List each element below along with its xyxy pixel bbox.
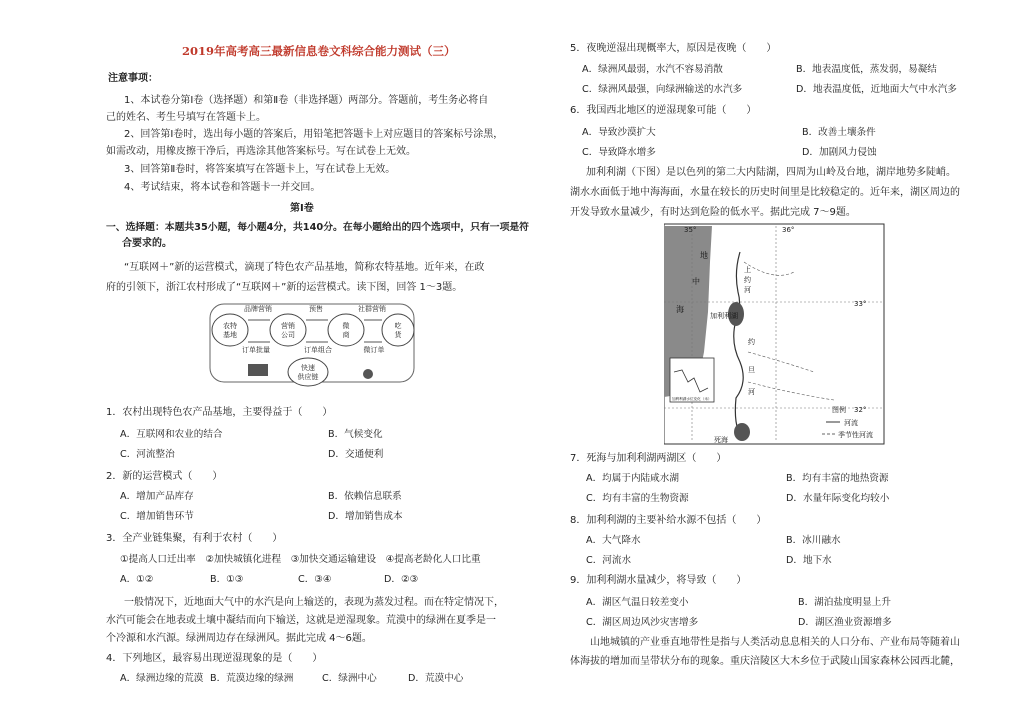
node-marketing-company xyxy=(270,314,306,346)
option: B．冰川融水 xyxy=(786,535,841,546)
option: C．增加销售环节 xyxy=(120,511,194,522)
node-supply-chain xyxy=(288,358,328,386)
option: B．荒漠边缘的绿洲 xyxy=(210,673,294,684)
note-line: 4、考试结束，将本试卷和答题卡一并交回。 xyxy=(124,182,321,193)
question-stem: 4．下列地区，最容易出现逆湿现象的是（ ） xyxy=(106,653,323,664)
option: B．依赖信息联系 xyxy=(328,491,402,502)
question-stem: 2．新的运营模式（ ） xyxy=(106,471,223,482)
option: C．导致降水增多 xyxy=(582,147,656,158)
river-label: 上 xyxy=(744,266,751,274)
option: A．增加产品库存 xyxy=(120,491,194,502)
page-title: 2019年高考高三最新信息卷文科综合能力测试（三） xyxy=(182,44,456,58)
option: C．河流水 xyxy=(586,555,632,566)
node-farm-base xyxy=(212,314,248,346)
node-label: 货 xyxy=(394,331,402,339)
supply-chain-diagram xyxy=(208,300,418,400)
option: D．地表温度低，近地面大气中水汽多 xyxy=(796,84,957,95)
galilee-map xyxy=(664,222,886,448)
inset-chart xyxy=(670,358,714,402)
scooter-icon xyxy=(363,369,373,379)
node-label: 农特 xyxy=(223,322,237,330)
lat-label: 32° xyxy=(854,406,867,414)
option: D．荒漠中心 xyxy=(408,673,464,684)
section-heading: 第Ⅰ卷 xyxy=(290,203,314,214)
arrow-label: 预售 xyxy=(309,305,323,313)
option: C．绿洲中心 xyxy=(322,673,377,684)
node-label: 吃 xyxy=(394,322,402,330)
instruction-line: 合要求的。 xyxy=(122,238,172,249)
notes-heading: 注意事项： xyxy=(108,73,158,84)
option: D．湖区渔业资源增多 xyxy=(798,617,892,628)
river-label: 约 xyxy=(744,276,751,284)
option: D．地下水 xyxy=(786,555,832,566)
option: B．①③ xyxy=(210,574,244,585)
note-line: 己的姓名、考生号填写在答题卡上。 xyxy=(106,112,266,123)
option: B．气候变化 xyxy=(328,429,383,440)
question-stem: 3．全产业链集聚，有利于农村（ ） xyxy=(106,533,283,544)
passage-line: 湖水水面低于地中海海面，水量在较长的历史时间里是比较稳定的。近年来，湖区周边的 xyxy=(570,187,960,198)
question-stem: 5．夜晚逆湿出现概率大，原因是夜晚（ ） xyxy=(570,43,777,54)
node-label: 营销 xyxy=(281,322,295,330)
option: A．绿洲风最弱，水汽不容易消散 xyxy=(582,64,723,75)
passage-line: “互联网＋”新的运营模式，滴现了特色农产品基地，简称农特基地。近年来，在政 xyxy=(124,262,485,273)
sea-label: 海 xyxy=(676,305,684,314)
option: B．改善土壤条件 xyxy=(802,127,876,138)
note-line: 如需改动，用橡皮擦干净后，再选涂其他答案标号。写在试卷上无效。 xyxy=(106,146,416,157)
option: C．绿洲风最强，向绿洲输送的水汽多 xyxy=(582,84,743,95)
lon-label: 36° xyxy=(782,226,795,234)
legend-title: 图例 xyxy=(832,406,846,414)
legend-item: 季节性河流 xyxy=(838,431,873,439)
passage-line: 开发导致水量减少，有时达到危险的低水平。据此完成 7～9题。 xyxy=(570,207,856,218)
node-label: 商 xyxy=(342,331,350,339)
arrow-label: 订单组合 xyxy=(304,346,332,354)
option: C．均有丰富的生物资源 xyxy=(586,493,689,504)
arrow-label: 品牌营销 xyxy=(244,305,272,313)
option: B．均有丰富的地热资源 xyxy=(786,473,889,484)
lat-label: 33° xyxy=(854,300,867,308)
passage-line: 一般情况下，近地面大气中的水汽是向上输送的，表现为蒸发过程。而在特定情况下， xyxy=(124,597,504,608)
lake-label: 加利利湖 xyxy=(710,312,738,320)
node-wechat-merchant xyxy=(328,314,364,346)
passage-line: 个冷源和水汽源。绿洲周边存在绿洲风。据此完成 4～6题。 xyxy=(106,633,372,644)
arrow-label: 订单批量 xyxy=(242,346,270,354)
truck-icon xyxy=(248,364,268,376)
passage-line: 体海拔的增加而呈带状分布的现象。重庆涪陵区大木乡位于武陵山国家森林公园西北麓， xyxy=(570,656,960,667)
river-label: 河 xyxy=(748,388,755,396)
passage-line: 加利利湖（下图）是以色列的第二大内陆湖，四周为山岭及台地，湖岸地势多陡峭。 xyxy=(586,167,956,178)
node-label: 快速 xyxy=(301,364,315,372)
option: A．①② xyxy=(120,574,154,585)
node-foodie xyxy=(382,314,414,346)
option: B．湖泊盐度明显上升 xyxy=(798,597,891,608)
river-label: 旦 xyxy=(748,366,755,374)
arrow-label: 社群营销 xyxy=(358,305,386,313)
passage-line: 山地城镇的产业垂直地带性是指与人类活动息息相关的人口分布、产业布局等随着山 xyxy=(590,637,960,648)
inset-label: 加利利湖水位变化（米） xyxy=(672,397,712,401)
node-label: 微 xyxy=(342,322,350,330)
sub-items: ①提高人口迁出率 ②加快城镇化进程 ③加快交通运输建设 ④提高老龄化人口比重 xyxy=(120,554,481,565)
note-line: 2、回答第Ⅰ卷时，选出每小题的答案后，用铅笔把答题卡上对应题目的答案标号涂黑， xyxy=(124,129,504,140)
option: A．湖区气温日较差变小 xyxy=(586,597,689,608)
option: A．大气降水 xyxy=(586,535,641,546)
dead-sea-label: 死海 xyxy=(714,436,728,444)
option: D．交通便利 xyxy=(328,449,384,460)
node-label: 供应链 xyxy=(297,373,319,381)
question-stem: 7．死海与加利利湖两湖区（ ） xyxy=(570,453,727,464)
note-line: 3、回答第Ⅱ卷时，将答案填写在答题卡上，写在试卷上无效。 xyxy=(124,164,396,175)
option: D．水量年际变化均较小 xyxy=(786,493,890,504)
option: D．加剧风力侵蚀 xyxy=(802,147,877,158)
instruction-line: 一、选择题：本题共35小题，每小题4分，共140分。在每小题给出的四个选项中，只有一项是符 xyxy=(106,222,529,233)
option: D．②③ xyxy=(384,574,419,585)
option: D．增加销售成本 xyxy=(328,511,403,522)
left-column xyxy=(100,0,529,724)
option: B．地表温度低，蒸发弱，易凝结 xyxy=(796,64,937,75)
sea-label: 地 xyxy=(700,251,708,260)
river-label: 河 xyxy=(744,286,751,294)
question-stem: 9．加利利湖水量减少，将导致（ ） xyxy=(570,575,747,586)
passage-line: 府的引领下，浙江农村形成了“互联网＋”新的运营模式。读下图，回答 1～3题。 xyxy=(106,282,463,293)
passage-line: 水汽可能会在地表或土壤中凝结而向下输送，这就是逆湿现象。荒漠中的绿洲在夏季是一 xyxy=(106,615,496,626)
node-label: 基地 xyxy=(223,331,237,339)
node-label: 公司 xyxy=(281,331,295,339)
sea-label: 中 xyxy=(692,277,700,286)
question-stem: 6．我国西北地区的逆湿现象可能（ ） xyxy=(570,105,757,116)
arrow-label: 微订单 xyxy=(363,346,385,354)
dead-sea xyxy=(734,423,750,441)
right-column xyxy=(560,0,970,724)
option: A．绿洲边缘的荒漠 xyxy=(120,673,204,684)
option: C．湖区周边风沙灾害增多 xyxy=(586,617,699,628)
option: C．③④ xyxy=(298,574,332,585)
question-stem: 1．农村出现特色农产品基地，主要得益于（ ） xyxy=(106,407,333,418)
option: C．河流整治 xyxy=(120,449,175,460)
question-stem: 8．加利利湖的主要补给水源不包括（ ） xyxy=(570,515,767,526)
option: A．均属于内陆咸水湖 xyxy=(586,473,679,484)
river-label: 约 xyxy=(748,338,755,346)
legend-item: 河流 xyxy=(844,419,858,427)
option: A．导致沙漠扩大 xyxy=(582,127,656,138)
option: A．互联网和农业的结合 xyxy=(120,429,223,440)
lon-label: 35° xyxy=(684,226,697,234)
note-line: 1、本试卷分第Ⅰ卷（选择题）和第Ⅱ卷（非选择题）两部分。答题前，考生务必将自 xyxy=(124,95,489,106)
